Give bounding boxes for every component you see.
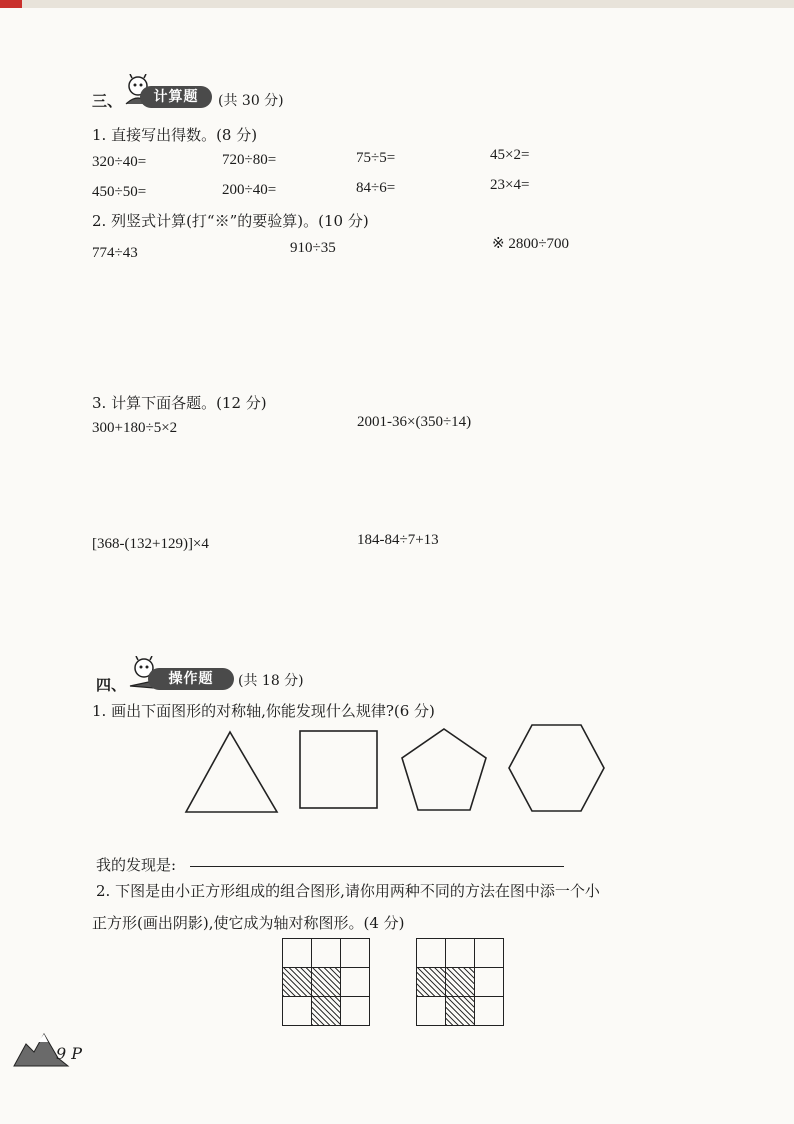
grid-cell[interactable]	[474, 996, 504, 1026]
s3-q3-item: [368-(132+129)]×4	[92, 536, 209, 552]
grid-cell[interactable]	[445, 938, 475, 968]
grid-cell[interactable]	[416, 938, 446, 968]
section3-badge: 计算题	[140, 86, 212, 108]
grid-cell[interactable]	[340, 938, 370, 968]
s3-q3-item: 2001-36×(350÷14)	[357, 414, 472, 430]
grid-cell[interactable]	[474, 967, 504, 997]
s4-q2-line1: 2. 下图是由小正方形组成的组合图形,请你用两种不同的方法在图中添一个小	[96, 882, 600, 900]
triangle-shape[interactable]	[182, 728, 282, 816]
grid-cell[interactable]	[311, 938, 341, 968]
section4-number: 四、	[96, 676, 127, 694]
s3-q1-expr: 320÷40=	[92, 154, 147, 170]
grid-cell[interactable]	[340, 967, 370, 997]
s3-q3-item: 184-84÷7+13	[357, 532, 439, 548]
s3-q1-expr: 450÷50=	[92, 184, 147, 200]
grid-cell[interactable]	[282, 938, 312, 968]
s3-q1-expr: 45×2=	[490, 147, 530, 163]
s3-q1-title: 1. 直接写出得数。(8 分)	[92, 126, 258, 144]
section3-points: (共 30 分)	[218, 93, 284, 109]
grid-cell-shaded	[311, 996, 341, 1026]
grid-cell[interactable]	[474, 938, 504, 968]
s3-q1-expr: 75÷5=	[356, 150, 396, 166]
s3-q2-title: 2. 列竖式计算(打“※”的要验算)。(10 分)	[92, 212, 369, 230]
grid-cell[interactable]	[340, 996, 370, 1026]
s3-q1-expr: 200÷40=	[222, 182, 277, 198]
hexagon-shape[interactable]	[505, 722, 607, 814]
s3-q1-expr: 84÷6=	[356, 180, 396, 196]
s3-q2-item: 774÷43	[92, 245, 138, 261]
s3-q2-item: 910÷35	[290, 240, 336, 256]
section4-points: (共 18 分)	[238, 673, 304, 689]
grid-cell[interactable]	[416, 996, 446, 1026]
grid-cell-shaded	[416, 967, 446, 997]
grid-cell-shaded	[445, 996, 475, 1026]
s4-q2-line2: 正方形(画出阴影),使它成为轴对称图形。(4 分)	[92, 914, 405, 932]
s3-q1-expr: 720÷80=	[222, 152, 277, 168]
square-grid-2[interactable]	[416, 938, 504, 1026]
s3-q2-item: ※ 2800÷700	[492, 236, 570, 252]
square-grid-1[interactable]	[282, 938, 370, 1026]
grid-cell-shaded	[282, 967, 312, 997]
top-color-bar	[0, 0, 794, 8]
pentagon-shape[interactable]	[398, 726, 490, 814]
section4-badge: 操作题	[148, 668, 234, 690]
s3-q1-expr: 23×4=	[490, 177, 530, 193]
grid-cell[interactable]	[282, 996, 312, 1026]
section3-number: 三、	[92, 92, 123, 110]
s3-q3-item: 300+180÷5×2	[92, 420, 178, 436]
s4-q1-title: 1. 画出下面图形的对称轴,你能发现什么规律?(6 分)	[92, 702, 435, 720]
finding-answer-line[interactable]	[190, 866, 564, 867]
page-mark: 9 P	[56, 1044, 83, 1063]
grid-cell-shaded	[445, 967, 475, 997]
grid-cell-shaded	[311, 967, 341, 997]
square-shape[interactable]	[298, 729, 380, 811]
s3-q3-title: 3. 计算下面各题。(12 分)	[92, 394, 267, 412]
finding-label: 我的发现是:	[96, 856, 177, 874]
